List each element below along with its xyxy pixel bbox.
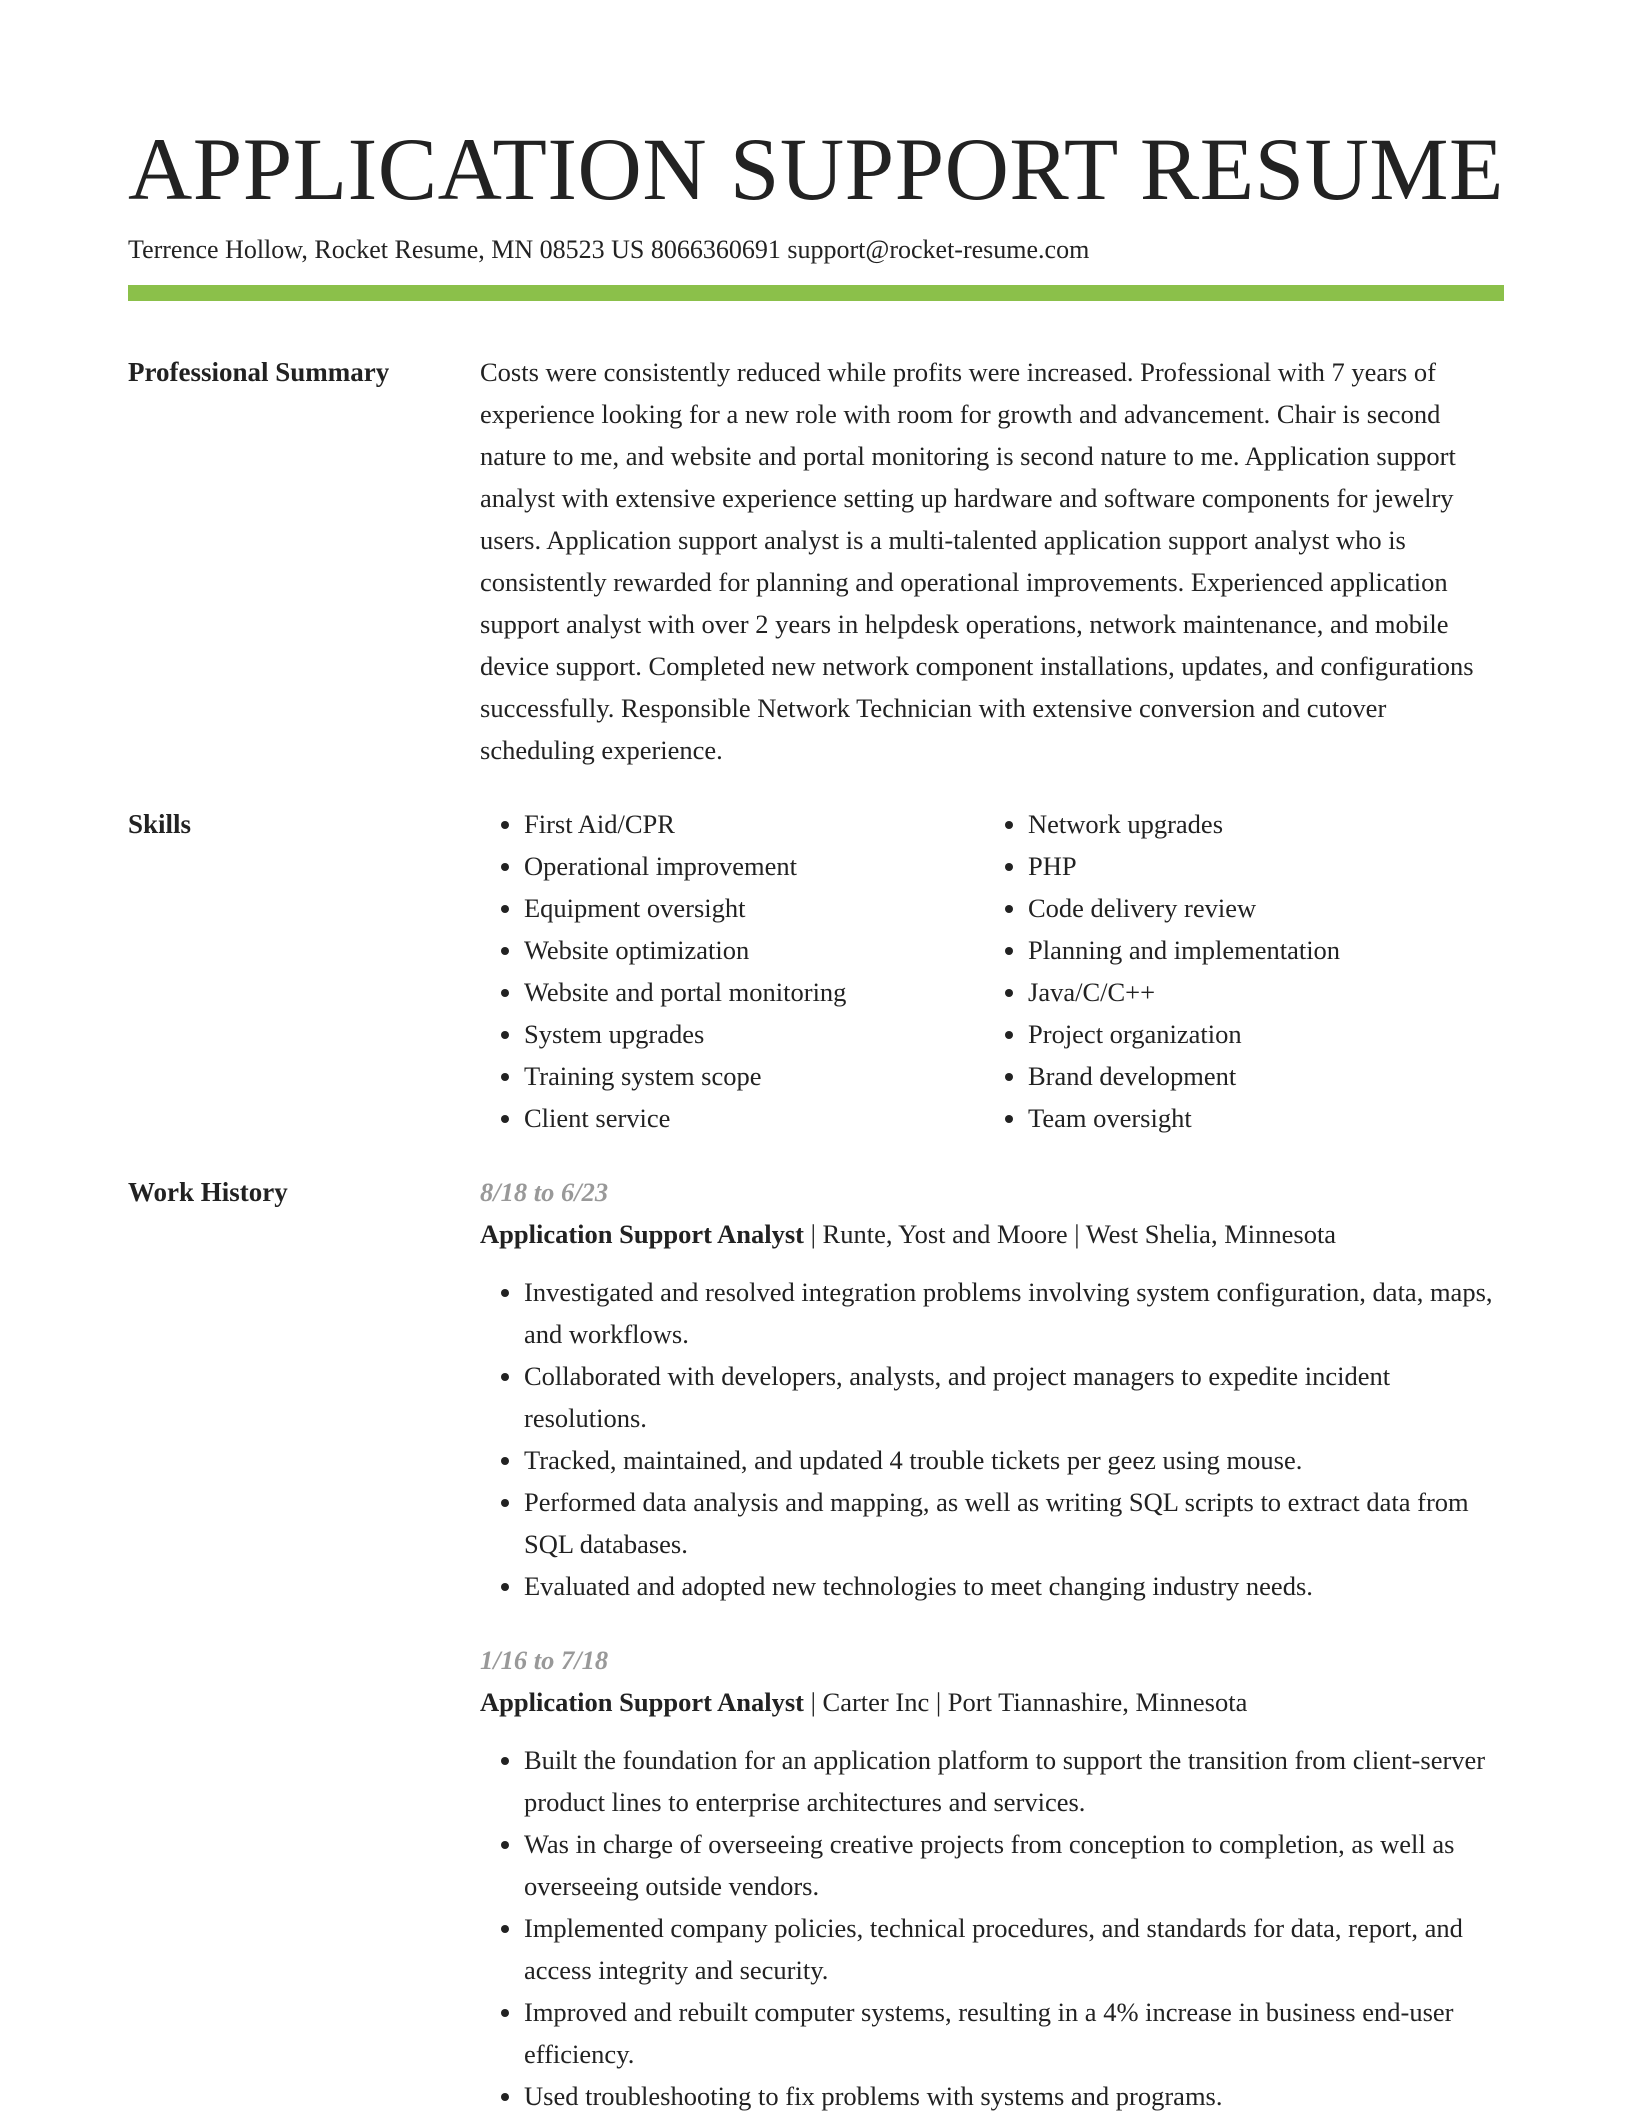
section-label-summary: Professional Summary bbox=[128, 357, 390, 387]
job-bullet: • Collaborated with developers, analysts, and project managers to expedite incident resolutions. bbox=[524, 1355, 1504, 1439]
skills-list-left bbox=[480, 803, 984, 1139]
skill-item: • Code delivery review bbox=[1028, 887, 1488, 929]
contact-line: Terrence Hollow, Rocket Resume, MN 08523 US 8066360691 support@rocket-resume.com bbox=[128, 235, 1090, 264]
skill-item: • System upgrades bbox=[524, 1013, 984, 1055]
header-divider bbox=[128, 285, 1504, 301]
job-heading bbox=[480, 1213, 1504, 1255]
section-label-work-history: Work History bbox=[128, 1177, 288, 1207]
job-heading bbox=[480, 1681, 1504, 1723]
skill-item: • First Aid/CPR bbox=[524, 803, 984, 845]
skills-list-right bbox=[984, 803, 1488, 1139]
job-bullet: • Was in charge of overseeing creative projects from conception to completion, as well as overseeing outside vendors. bbox=[524, 1823, 1504, 1907]
job-dates: 1/16 to 7/18 bbox=[480, 1645, 609, 1675]
skill-item: • Brand development bbox=[1028, 1055, 1488, 1097]
summary-body bbox=[480, 351, 1504, 771]
work-history-section bbox=[128, 1171, 1504, 2117]
skill-item: • Planning and implementation bbox=[1028, 929, 1488, 971]
skill-item: • Java/C/C++ bbox=[1028, 971, 1488, 1013]
work-history-body bbox=[480, 1171, 1504, 2117]
job-dates: 8/18 to 6/23 bbox=[480, 1177, 609, 1207]
skill-item: • Network upgrades bbox=[1028, 803, 1488, 845]
job-entry bbox=[480, 1639, 1504, 2117]
resume-page bbox=[128, 118, 1504, 2117]
job-bullet: • Investigated and resolved integration problems involving system configuration, data, maps, and workflows. bbox=[524, 1271, 1504, 1355]
job-bullets bbox=[480, 1739, 1504, 2117]
job-entry bbox=[480, 1171, 1504, 1607]
resume-title: APPLICATION SUPPORT RESUME bbox=[128, 121, 1504, 219]
summary-text: Costs were consistently reduced while profits were increased. Professional with 7 years of experience looking for a new role with room for growth and advancement. Chair is second nature to me, and website and portal monitoring is second nature to me. Application support analyst with extensive experience setting up hardware and software components for jewelry users. Application support analyst is a multi-talented application support analyst who is consistently rewarded for planning and operational improvements. Experienced application support analyst with over 2 years in helpdesk operations, network maintenance, and mobile device support. Completed new network component installations, updates, and configurations successfully. Responsible Network Technician with extensive conversion and cutover scheduling experience. bbox=[480, 357, 1474, 765]
skill-item: • Operational improvement bbox=[524, 845, 984, 887]
skills-section bbox=[128, 803, 1504, 1139]
skill-item: • Website and portal monitoring bbox=[524, 971, 984, 1013]
job-bullet: • Evaluated and adopted new technologies to meet changing industry needs. bbox=[524, 1565, 1504, 1607]
skill-item: • Client service bbox=[524, 1097, 984, 1139]
skill-item: • PHP bbox=[1028, 845, 1488, 887]
section-label-skills: Skills bbox=[128, 809, 192, 839]
job-bullet: • Tracked, maintained, and updated 4 trouble tickets per geez using mouse. bbox=[524, 1439, 1504, 1481]
skills-body bbox=[480, 803, 1504, 1139]
job-bullet: • Used troubleshooting to fix problems with systems and programs. bbox=[524, 2075, 1504, 2117]
job-bullet: • Performed data analysis and mapping, as well as writing SQL scripts to extract data from SQL databases. bbox=[524, 1481, 1504, 1565]
job-title: Application Support Analyst bbox=[480, 1219, 804, 1249]
skill-item: • Equipment oversight bbox=[524, 887, 984, 929]
skill-item: • Team oversight bbox=[1028, 1097, 1488, 1139]
job-bullets bbox=[480, 1271, 1504, 1607]
job-company-location: | Carter Inc | Port Tiannashire, Minnesota bbox=[803, 1687, 1248, 1717]
skill-item: • Training system scope bbox=[524, 1055, 984, 1097]
skill-item: • Website optimization bbox=[524, 929, 984, 971]
job-bullet: • Built the foundation for an application platform to support the transition from client-server product lines to enterprise architectures and services. bbox=[524, 1739, 1504, 1823]
professional-summary-section bbox=[128, 351, 1504, 771]
job-bullet: • Improved and rebuilt computer systems, resulting in a 4% increase in business end-user efficiency. bbox=[524, 1991, 1504, 2075]
job-title: Application Support Analyst bbox=[480, 1687, 804, 1717]
skill-item: • Project organization bbox=[1028, 1013, 1488, 1055]
job-company-location: | Runte, Yost and Moore | West Shelia, Minnesota bbox=[803, 1219, 1337, 1249]
job-bullet: • Implemented company policies, technical procedures, and standards for data, report, and access integrity and security. bbox=[524, 1907, 1504, 1991]
